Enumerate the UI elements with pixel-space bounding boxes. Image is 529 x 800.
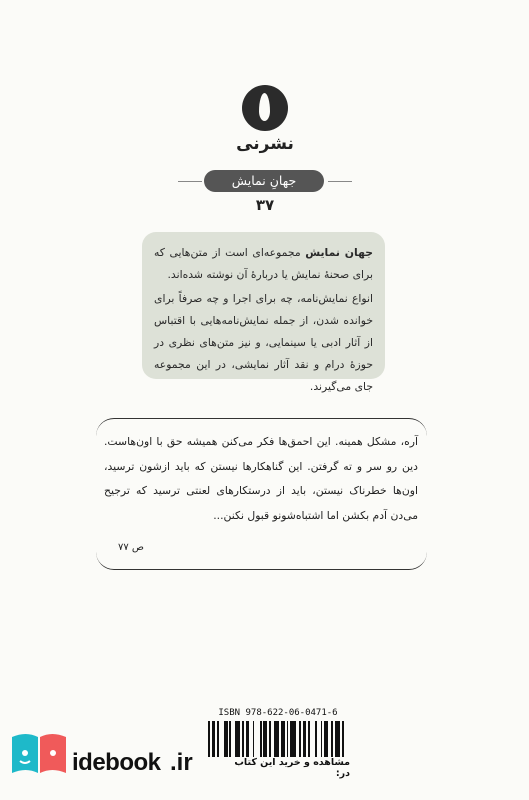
publisher-name: نشرنی (236, 134, 294, 154)
book-logo-icon (8, 729, 70, 777)
quote-text: آره، مشکل همینه. این احمق‌ها فکر می‌کنن همیشه حق با اون‌هاست. دین رو سر و ته گرفتن. این گناهکارها نیستن که باید ازشون ترسید، اون‌ها خطرناک نیستن، باید از درستکارهای لعنتی ترسید که ترجیح می‌دن آدم بکشن اما اشتباه‌شونو قبول نکنن... (104, 435, 418, 522)
promo-banner (8, 725, 348, 787)
quote-page-reference: ص ۷۷ (118, 542, 145, 553)
drop-logo-icon (242, 85, 288, 131)
publisher-logo (242, 85, 288, 131)
series-description (142, 232, 385, 393)
series-badge (178, 170, 352, 192)
series-number: ۳۷ (255, 196, 275, 214)
isbn-number: ISBN 978-622-06-0471-6 (218, 708, 338, 718)
description-bold-title: جهان نمایش (305, 246, 373, 259)
description-text-1: مجموعه‌ای است از متن‌هایی که برای صحنهٔ نمایش یا دربارهٔ آن نوشته شده‌اند. (154, 246, 373, 281)
site-name: idebook (72, 749, 161, 776)
description-paragraph-2: انواع نمایش‌نامه، چه برای اجرا و چه صرفاً برای خوانده شدن، از جمله نمایش‌نامه‌هایی با اقتباس از آثار ادبی یا سینمایی، و نیز متن‌های نظری در حوزهٔ درام و نقد آثار نمایشی، در این مجموعه جای می‌گیرند. (154, 292, 373, 393)
series-name: جهانِ نمایش (204, 170, 324, 192)
description-paragraph-1 (154, 242, 373, 286)
site-tld: .ir (170, 749, 193, 776)
promo-caption: مشاهده و خرید این کتاب در: (234, 757, 350, 779)
